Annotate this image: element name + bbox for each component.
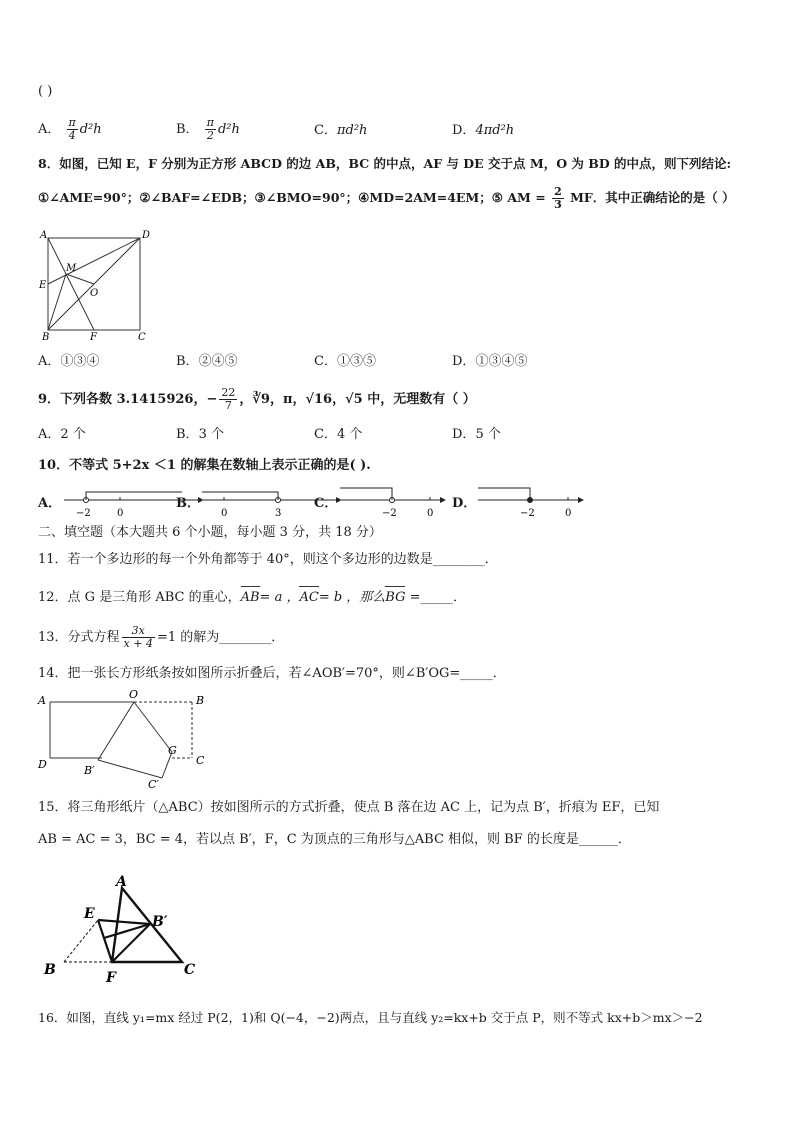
q15-triangle-figure (40, 870, 210, 988)
label-f: F (106, 970, 116, 986)
q7-option-c: C．πd²h (314, 123, 368, 138)
label-a: A (38, 694, 46, 707)
tick-label: −2 (76, 508, 91, 519)
segment-af (48, 238, 94, 330)
segment-de (48, 238, 140, 284)
tick-label: 0 (117, 508, 124, 519)
label-c-prime: C′ (148, 778, 159, 788)
q8-option-b: B．②④⑤ (176, 354, 238, 369)
q7-option-a: A． $\frac{\pi}{4}$ d²h (38, 116, 102, 142)
label-b: B (44, 962, 56, 978)
tick-label: 0 (427, 508, 434, 519)
label-c: C (138, 332, 146, 342)
q10-option-d-numberline (476, 486, 586, 520)
label-b-prime: B′ (152, 914, 168, 930)
label-b: B (42, 332, 50, 342)
q14-stem: 14．把一张长方形纸条按如图所示折叠后，若∠AOB′=70°，则∠B′OG=_____． (38, 666, 506, 681)
label-b-prime: B′ (84, 764, 95, 777)
label-e: E (84, 906, 95, 922)
section-title-fill-blank: 二、填空题（本大题共 6 个小题，每小题 3 分，共 18 分） (38, 525, 382, 540)
q7-option-b: B． $\frac{\pi}{2}$ d²h (176, 116, 240, 142)
tick-label: 0 (221, 508, 228, 519)
q9-option-a: A．2 个 (38, 427, 86, 442)
label-m: M (66, 263, 77, 274)
label-g: G (168, 744, 177, 757)
label-o: O (129, 688, 139, 701)
label-c: C (196, 754, 205, 767)
q12-stem: 12．点 G 是三角形 ABC 的重心，AB= a ，AC= b ，那么BG =_____． (38, 588, 466, 608)
label-e: E (39, 280, 47, 291)
q8-square-figure (38, 228, 150, 342)
label-f: F (90, 332, 97, 342)
q10-option-a-letter: A． (38, 496, 62, 511)
q15-stem-line2: AB = AC = 3，BC = 4，若以点 B′，F，C 为顶点的三角形与△ABC 相似，则 BF 的长度是______． (38, 832, 631, 847)
label-a: A (116, 874, 127, 890)
q8-option-c: C．①③⑤ (314, 354, 376, 369)
q10-options (38, 486, 598, 522)
q15-stem-line1: 15．将三角形纸片（△ABC）按如图所示的方式折叠，使点 B 落在边 AC 上，记为点 B′，折痕为 EF，已知 (38, 800, 660, 815)
q8-stem-line2: ①∠AME=90°；②∠BAF=∠EDB；③∠BMO=90°；④MD=2AM=4EM；⑤ AM = $\frac{2}{3}$ MF．其中正确结论的是（ ） (38, 185, 735, 211)
q13-stem: 13．分式方程 $\frac{3x}{x + 4}$ =1 的解为________． (38, 624, 285, 650)
q16-stem: 16．如图，直线 y₁=mx 经过 P(2，1)和 Q(−4，−2)两点，且与直线 y₂=kx+b 交于点 P，则不等式 kx+b＞mx＞−2 (38, 1010, 703, 1025)
q8-stem-line1: 8．如图，已知 E，F 分别为正方形 ABCD 的边 AB，BC 的中点，AF 与 DE 交于点 M，O 为 BD 的中点，则下列结论: (38, 156, 732, 171)
q10-option-c-numberline (338, 486, 448, 520)
label-d: D (38, 758, 47, 771)
tick-label: 0 (565, 508, 572, 519)
q11-stem: 11．若一个多边形的每一个外角都等于 40°，则这个多边形的边数是________． (38, 552, 498, 567)
q10-stem: 10．不等式 5+2x ＜1 的解集在数轴上表示正确的是( ). (38, 458, 371, 473)
q7-paren: ( ) (38, 84, 53, 99)
q7-option-d: D．4πd²h (452, 123, 515, 138)
label-a: A (40, 230, 48, 241)
q10-option-d-letter: D． (452, 496, 477, 511)
q9-option-d: D．5 个 (452, 427, 501, 442)
tick-label: 3 (275, 508, 282, 519)
q14-folded-strip-figure (34, 688, 214, 788)
label-c: C (184, 962, 196, 978)
tick-label: −2 (382, 508, 397, 519)
q8-option-d: D．①③④⑤ (452, 354, 528, 369)
q8-option-a: A．①③④ (38, 354, 100, 369)
label-b: B (196, 694, 205, 707)
label-d: D (142, 230, 150, 241)
q10-option-b-letter: B． (176, 496, 200, 511)
q10-option-c-letter: C． (314, 496, 338, 511)
q9-option-b: B．3 个 (176, 427, 224, 442)
label-o: O (90, 288, 99, 299)
tick-label: −2 (520, 508, 535, 519)
q9-stem: 9．下列各数 3.1415926，− $\frac{22}{7}$ ，∛9，π，√16，√5 中，无理数有（ ） (38, 386, 476, 412)
q9-option-c: C．4 个 (314, 427, 363, 442)
